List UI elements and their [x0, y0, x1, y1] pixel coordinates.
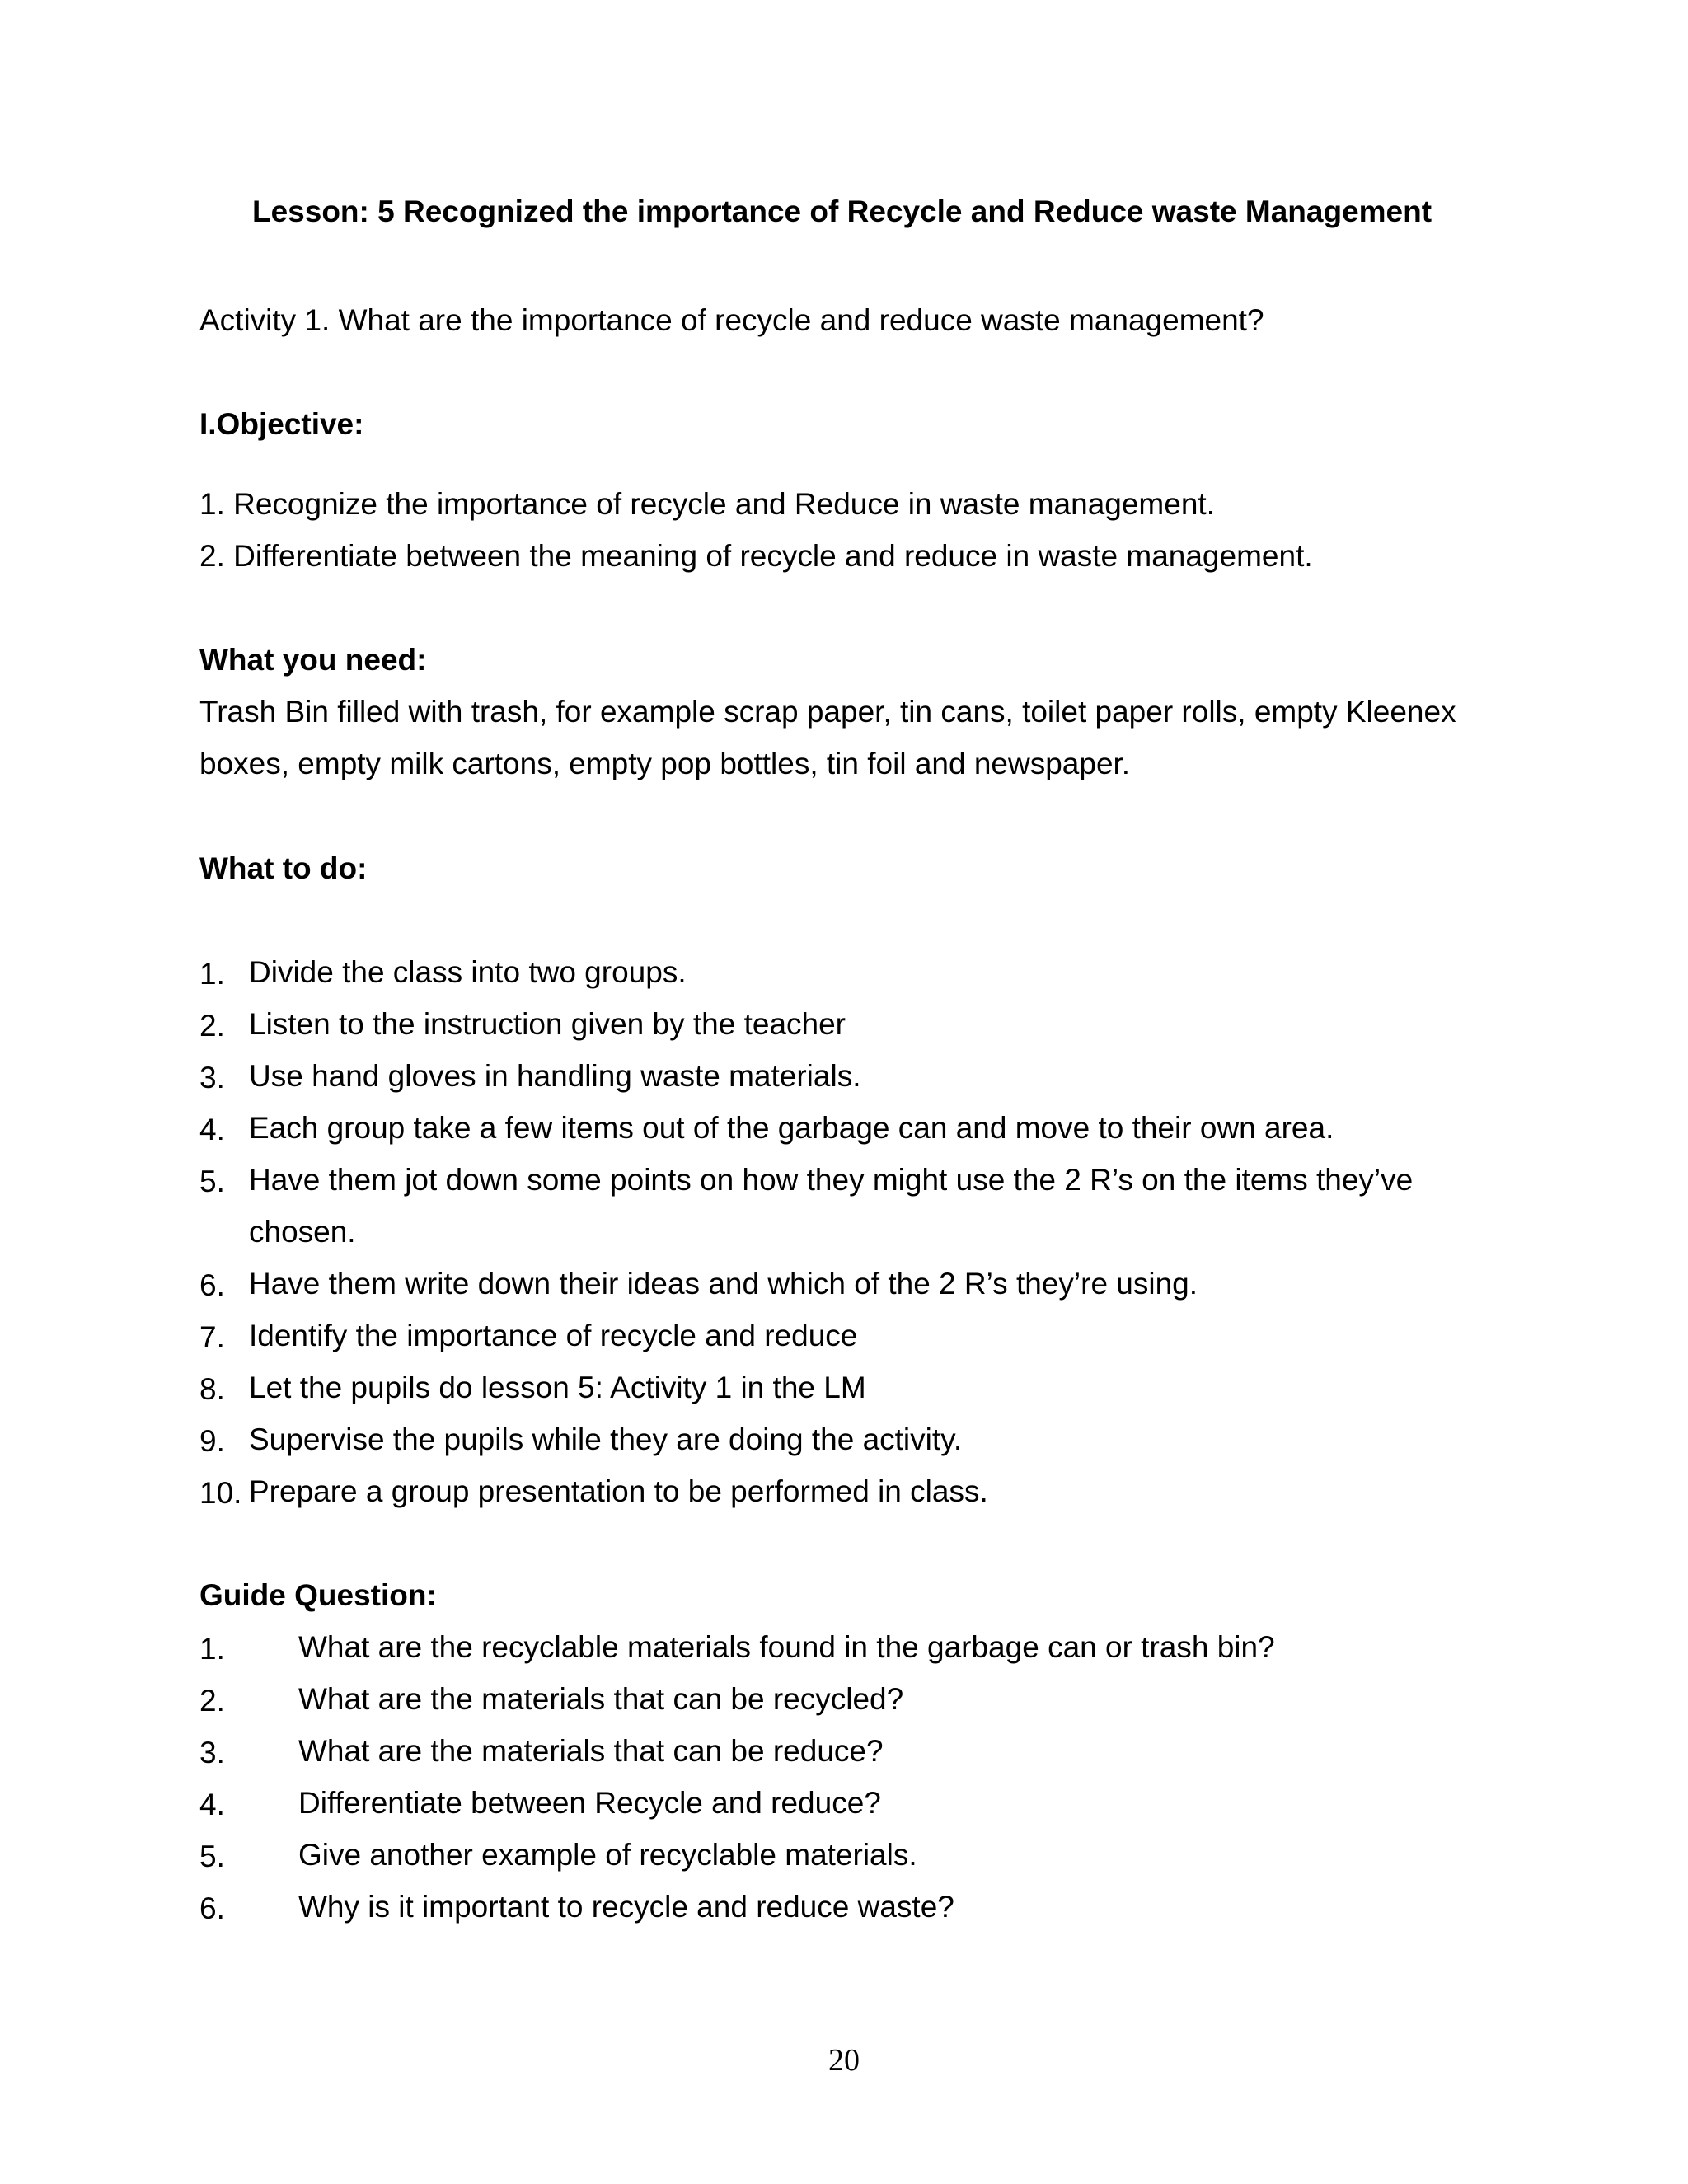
list-item: Listen to the instruction given by the teacher	[249, 1007, 846, 1041]
list-item-number: 1.	[199, 957, 225, 991]
question-number: 1.	[199, 1632, 225, 1666]
list-item: Identify the importance of recycle and reduce	[249, 1319, 858, 1352]
list-item: Prepare a group presentation to be performed in class.	[249, 1474, 988, 1508]
what-you-need-heading: What you need:	[199, 643, 427, 677]
question-item: Why is it important to recycle and reduce waste?	[298, 1890, 954, 1924]
objective-heading: I.Objective:	[199, 407, 364, 441]
list-item: Use hand gloves in handling waste materials.	[249, 1059, 861, 1093]
question-item: Differentiate between Recycle and reduce?	[298, 1786, 881, 1820]
what-you-need-text: Trash Bin filled with trash, for example scrap paper, tin cans, toilet paper rolls, empty Kleenex	[199, 695, 1456, 729]
what-you-need-text: boxes, empty milk cartons, empty pop bottles, tin foil and newspaper.	[199, 747, 1131, 780]
question-item: What are the recyclable materials found in the garbage can or trash bin?	[298, 1630, 1275, 1664]
activity-question: Activity 1. What are the importance of recycle and reduce waste management?	[199, 303, 1264, 337]
list-item: Have them jot down some points on how they might use the 2 R’s on the items they’ve	[249, 1163, 1414, 1197]
question-number: 2.	[199, 1684, 225, 1718]
guide-question-heading: Guide Question:	[199, 1578, 437, 1612]
question-number: 4.	[199, 1788, 225, 1821]
question-item: What are the materials that can be recycled?	[298, 1682, 904, 1716]
question-number: 5.	[199, 1840, 225, 1873]
list-item: Divide the class into two groups.	[249, 955, 687, 989]
list-item: Supervise the pupils while they are doing the activity.	[249, 1422, 963, 1456]
page-number: 20	[828, 2043, 860, 2078]
what-to-do-heading: What to do:	[199, 851, 368, 885]
list-item-number: 3.	[199, 1061, 225, 1094]
list-item-number: 2.	[199, 1009, 225, 1043]
lesson-title: Lesson: 5 Recognized the importance of Recycle and Reduce waste Management	[252, 194, 1432, 228]
list-item: Have them write down their ideas and which of the 2 R’s they’re using.	[249, 1267, 1198, 1301]
list-item: Let the pupils do lesson 5: Activity 1 in the LM	[249, 1371, 866, 1404]
list-item-number: 9.	[199, 1424, 225, 1458]
list-item-number: 8.	[199, 1372, 225, 1406]
question-number: 6.	[199, 1891, 225, 1925]
question-item: What are the materials that can be reduce?	[298, 1734, 884, 1768]
question-number: 3.	[199, 1736, 225, 1769]
objective-item: 1. Recognize the importance of recycle and Reduce in waste management.	[199, 487, 1215, 521]
list-item-number: 6.	[199, 1268, 225, 1302]
question-item: Give another example of recyclable materials.	[298, 1838, 917, 1872]
list-item-number: 5.	[199, 1165, 225, 1198]
objective-item: 2. Differentiate between the meaning of recycle and reduce in waste management.	[199, 539, 1313, 573]
list-item-number: 10.	[199, 1476, 242, 1510]
list-item-number: 4.	[199, 1113, 225, 1146]
list-item-number: 7.	[199, 1320, 225, 1354]
list-item: Each group take a few items out of the garbage can and move to their own area.	[249, 1111, 1334, 1145]
list-item-continuation: chosen.	[249, 1215, 356, 1249]
